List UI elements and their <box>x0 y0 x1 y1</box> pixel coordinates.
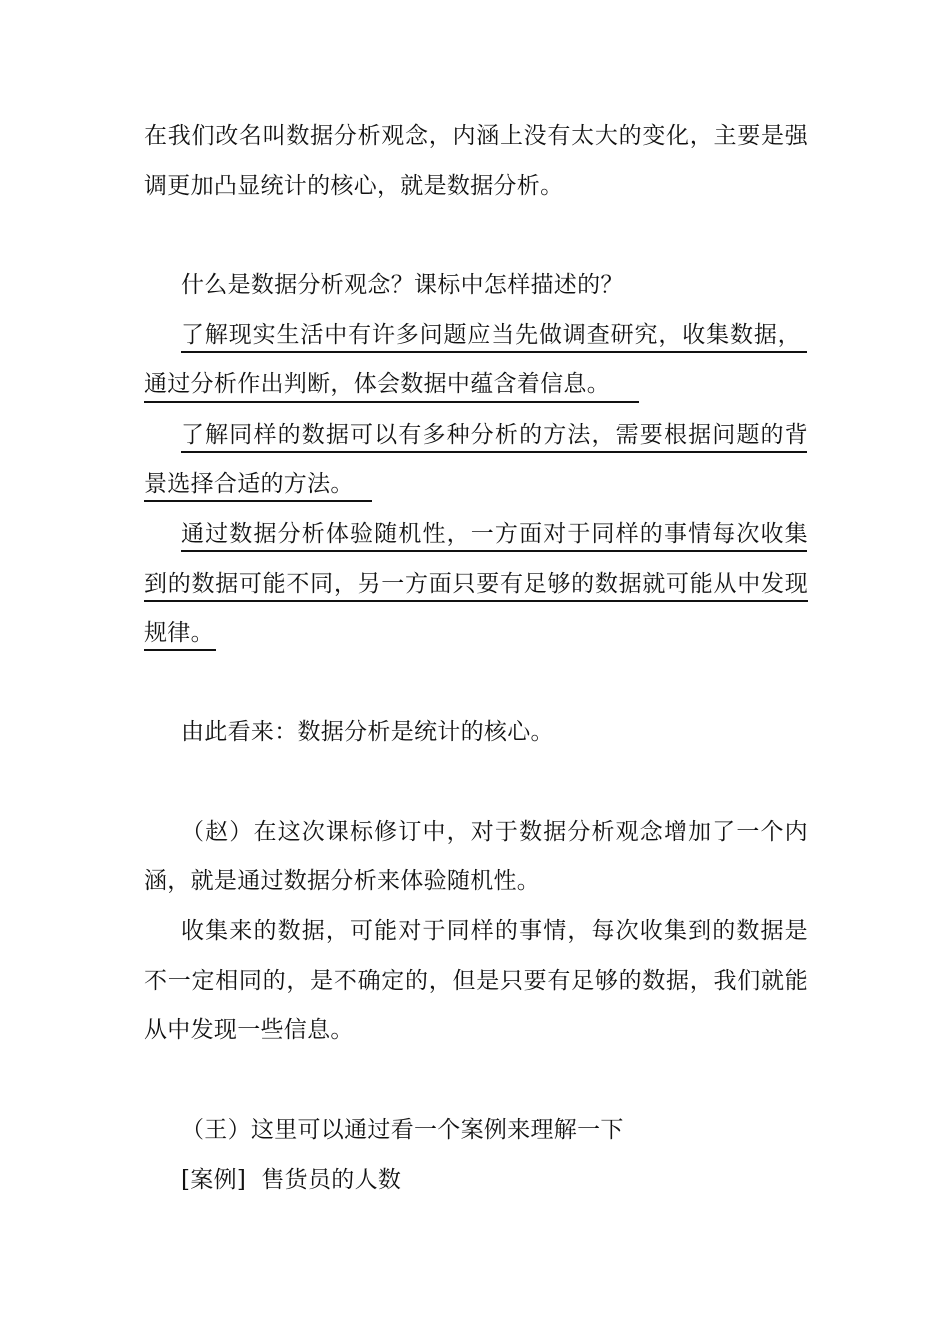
underline-p5-l2 <box>144 600 808 602</box>
underline-p4-l1 <box>181 451 807 453</box>
paragraph-2-line-1: 什么是数据分析观念？课标中怎样描述的？ <box>181 272 624 298</box>
paragraph-7-line-1: （赵）在这次课标修订中，对于数据分析观念增加了一个内 <box>181 819 808 845</box>
paragraph-4-line-2: 景选择合适的方法。 <box>144 471 354 497</box>
underline-p5-l3 <box>144 649 216 651</box>
paragraph-5-line-1: 通过数据分析体验随机性，一方面对于同样的事情每次收集 <box>181 521 808 547</box>
paragraph-4-line-1: 了解同样的数据可以有多种分析的方法，需要根据问题的背 <box>181 422 808 448</box>
paragraph-8-line-3: 从中发现一些信息。 <box>144 1017 354 1043</box>
paragraph-1-line-2: 调更加凸显统计的核心，就是数据分析。 <box>144 173 564 199</box>
paragraph-8-line-2: 不一定相同的，是不确定的，但是只要有足够的数据，我们就能 <box>144 968 808 994</box>
underline-p4-l2 <box>144 500 372 502</box>
underline-p3-l1 <box>181 351 807 353</box>
paragraph-7-line-2: 涵，就是通过数据分析来体验随机性。 <box>144 868 541 894</box>
paragraph-1-line-1: 在我们改名叫数据分析观念，内涵上没有太大的变化，主要是强 <box>144 123 808 149</box>
paragraph-3-line-2: 通过分析作出判断，体会数据中蕴含着信息。 <box>144 371 610 397</box>
paragraph-5-line-2: 到的数据可能不同，另一方面只要有足够的数据就可能从中发现 <box>144 571 808 597</box>
paragraph-8-line-1: 收集来的数据，可能对于同样的事情，每次收集到的数据是 <box>181 918 808 944</box>
underline-p3-l2 <box>144 401 639 403</box>
paragraph-10-case-title: [案例] 售货员的人数 <box>181 1167 402 1193</box>
paragraph-5-line-3: 规律。 <box>144 620 214 646</box>
paragraph-9-line-1: （王）这里可以通过看一个案例来理解一下 <box>181 1117 624 1143</box>
underline-p5-l1 <box>181 550 807 552</box>
paragraph-6-line-1: 由此看来：数据分析是统计的核心。 <box>181 719 554 745</box>
paragraph-3-line-1: 了解现实生活中有许多问题应当先做调查研究，收集数据， <box>181 322 801 348</box>
